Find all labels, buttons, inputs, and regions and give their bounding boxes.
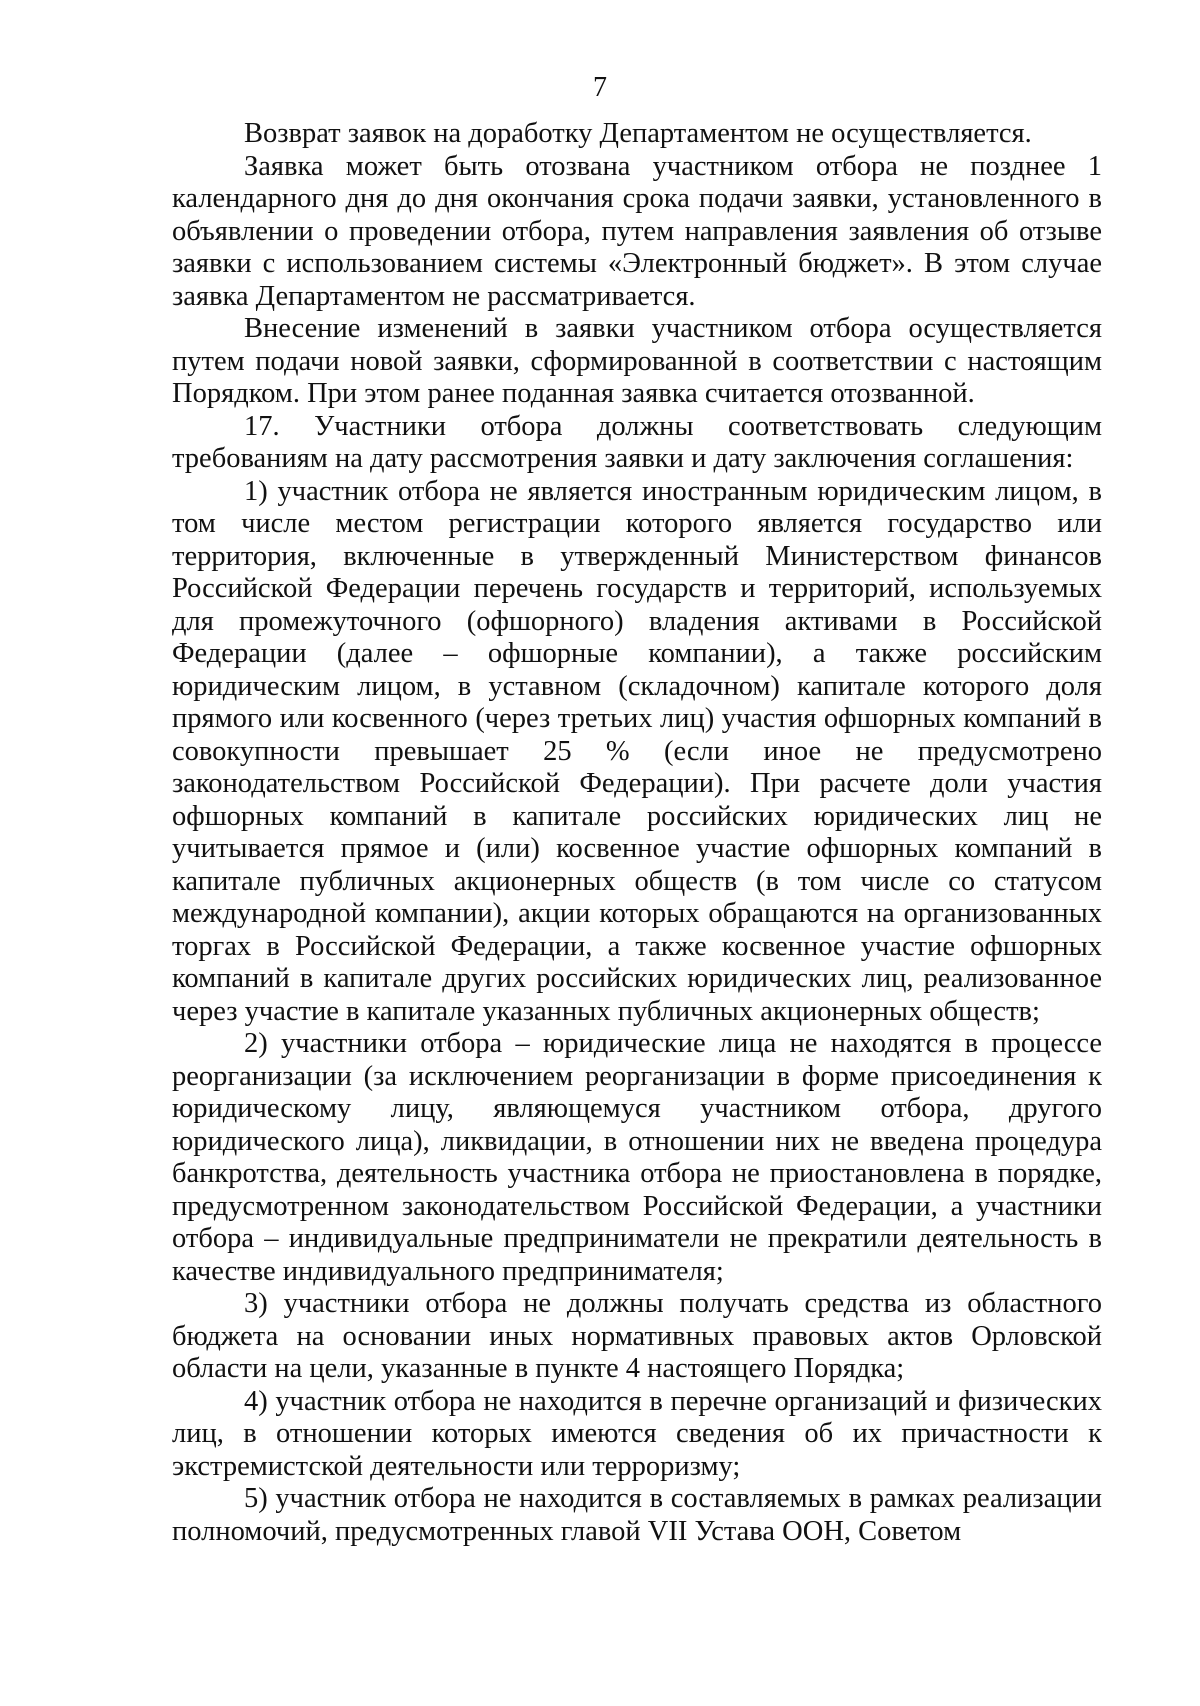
- paragraph-application-changes: Внесение изменений в заявки участником отбора осуществляется путем подачи новой заявки, сформированной в соответствии с настоящим Порядком. При этом ранее поданная заявка считается отозванной.: [172, 313, 1102, 409]
- paragraph-return-of-applications: Возврат заявок на доработку Департаментом не осуществляется.: [244, 118, 1032, 149]
- page-number: 7: [593, 72, 607, 103]
- list-item-requirement-5: 5) участник отбора не находится в составляемых в рамках реализации полномочий, предусмотренных главой VII Устава ООН, Советом: [172, 1483, 1102, 1547]
- paragraph-application-withdrawal: Заявка может быть отозвана участником отбора не позднее 1 календарного дня до дня окончания срока подачи заявки, установленного в объявлении о проведении отбора, путем направления заявления об отзыве заявки с использованием системы «Электронный бюджет». В этом случае заявка Департаментом не рассматривается.: [172, 150, 1102, 312]
- list-item-requirement-3: 3) участники отбора не должны получать средства из областного бюджета на основании иных нормативных правовых актов Орловской области на цели, указанные в пункте 4 настоящего Порядка;: [172, 1288, 1102, 1384]
- paragraph-clause-17: 17. Участники отбора должны соответствовать следующим требованиям на дату рассмотрения заявки и дату заключения соглашения:: [172, 410, 1102, 474]
- list-item-requirement-1: 1) участник отбора не является иностранным юридическим лицом, в том числе местом регистрации которого является государство или территория, включенные в утвержденный Министерством финансов Российской Федерации перечень государств и территорий, используемых для промежуточного (офшорного) владения активами в Российской Федерации (далее – офшорные компании), а также российским юридическим лицом, в уставном (складочном) капитале которого доля прямого или косвенного (через третьих лиц) участия офшорных компаний в совокупности превышает 25 % (если иное не предусмотрено законодательством Российской Федерации). При расчете доли участия офшорных компаний в капитале российских юридических лиц не учитывается прямое и (или) косвенное участие офшорных компаний в капитале публичных акционерных обществ (в том числе со статусом международной компании), акции которых обращаются на организованных торгах в Российской Федерации, а также косвенное участие офшорных компаний в капитале других российских юридических лиц, реализованное через участие в капитале указанных публичных акционерных обществ;: [172, 475, 1102, 1027]
- list-item-requirement-2: 2) участники отбора – юридические лица не находятся в процессе реорганизации (за исключением реорганизации в форме присоединения к юридическому лицу, являющемуся участником отбора, другого юридического лица), ликвидации, в отношении них не введена процедура банкротства, деятельность участника отбора не приостановлена в порядке, предусмотренном законодательством Российской Федерации, а участники отбора – индивидуальные предприниматели не прекратили деятельность в качестве индивидуального предпринимателя;: [172, 1028, 1102, 1287]
- list-item-requirement-4: 4) участник отбора не находится в перечне организаций и физических лиц, в отношении которых имеются сведения об их причастности к экстремистской деятельности или терроризму;: [172, 1385, 1102, 1482]
- body-text: [172, 118, 1102, 1548]
